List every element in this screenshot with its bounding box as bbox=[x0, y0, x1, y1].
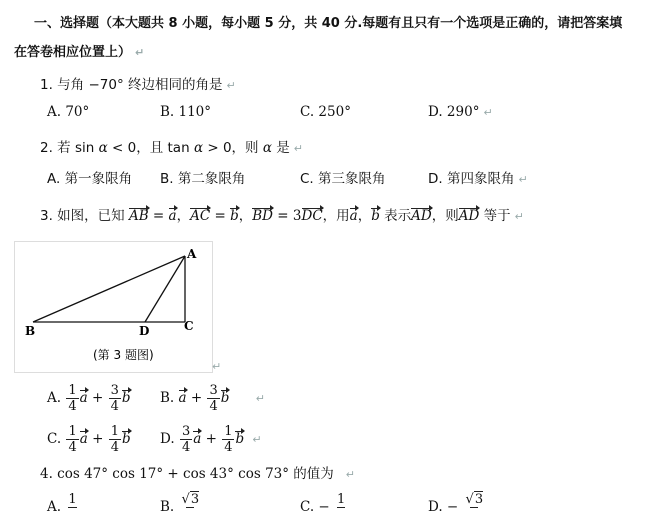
question-2-option-d-text: D. 第四象限角 bbox=[428, 171, 515, 187]
fraction bbox=[207, 383, 219, 414]
question-2-stem bbox=[40, 136, 303, 156]
vector-bd: BD bbox=[252, 208, 274, 224]
question-3-option-b bbox=[160, 383, 265, 414]
section-header-line2-text: 在答卷相应位置上） bbox=[14, 45, 132, 60]
section-header-line2 bbox=[14, 41, 144, 60]
vector-b: b bbox=[371, 208, 380, 224]
numerator: 3 bbox=[181, 424, 191, 439]
question-3-option-c bbox=[47, 424, 131, 455]
label-c: C bbox=[184, 319, 194, 333]
q2-part: > 0，则 bbox=[203, 140, 263, 156]
return-mark-icon: ↵ bbox=[255, 392, 265, 405]
q3-eq: = 3 bbox=[273, 208, 302, 224]
numerator: 1 bbox=[68, 383, 77, 398]
question-2-option-d bbox=[428, 167, 528, 187]
vector-a: a bbox=[79, 390, 88, 406]
question-3-stem bbox=[40, 204, 524, 224]
vector-b: b bbox=[121, 431, 131, 447]
denominator bbox=[337, 507, 345, 523]
vector-ad: AD bbox=[411, 208, 432, 224]
q3-equals: 等于 bbox=[479, 208, 511, 224]
q3-express: 表示 bbox=[379, 208, 412, 224]
segment-ba bbox=[33, 256, 185, 322]
q3-eq: = bbox=[148, 208, 169, 224]
q3-prefix: 3. 如图，已知 bbox=[40, 208, 129, 224]
return-mark-icon: ↵ bbox=[135, 46, 145, 59]
vector-a: a bbox=[168, 208, 177, 224]
vector-b: b bbox=[220, 390, 230, 406]
q2-alpha: α bbox=[98, 140, 108, 156]
denominator: 4 bbox=[110, 440, 119, 455]
q2-alpha: α bbox=[262, 140, 272, 156]
vector-ac: AC bbox=[190, 208, 211, 224]
return-mark-icon: ↵ bbox=[293, 142, 303, 155]
q3-comma: ， bbox=[176, 208, 191, 224]
fraction bbox=[66, 492, 78, 523]
denominator bbox=[470, 507, 478, 523]
denominator: 4 bbox=[181, 440, 191, 455]
numerator bbox=[464, 492, 486, 507]
label-b: B bbox=[25, 324, 36, 338]
denominator: 4 bbox=[209, 399, 218, 414]
fraction bbox=[109, 383, 121, 414]
question-4-option-b bbox=[160, 492, 202, 523]
vector-ad: AD bbox=[458, 208, 480, 224]
option-letter: B. bbox=[160, 390, 175, 406]
denominator: 4 bbox=[68, 440, 77, 455]
fraction bbox=[66, 383, 78, 414]
denominator bbox=[68, 507, 76, 523]
vector-b: b bbox=[121, 390, 131, 406]
option-letter: D. − bbox=[428, 499, 459, 515]
vector-a: a bbox=[79, 431, 88, 447]
denominator: 4 bbox=[224, 440, 233, 455]
vector-a: a bbox=[178, 390, 187, 406]
q2-part: 是 bbox=[271, 140, 290, 156]
q2-part: 2. 若 sin bbox=[40, 140, 99, 156]
radicand: 3 bbox=[190, 492, 200, 507]
question-4-text: 4. cos 47° cos 17° + cos 43° cos 73° 的值为 bbox=[40, 466, 334, 482]
sqrt: √3 bbox=[465, 492, 484, 507]
option-letter: B. bbox=[160, 499, 175, 515]
numerator bbox=[180, 492, 202, 507]
fraction bbox=[109, 424, 121, 455]
numerator: 3 bbox=[209, 383, 218, 398]
numerator: 1 bbox=[68, 492, 77, 507]
question-1-option-d-text: D. 290° bbox=[428, 104, 480, 120]
return-mark-icon: ↵ bbox=[252, 433, 262, 446]
question-1-option-d bbox=[428, 104, 493, 120]
sqrt: √3 bbox=[181, 492, 200, 507]
option-letter: A. bbox=[47, 390, 62, 406]
denominator bbox=[186, 507, 194, 523]
question-4-option-a bbox=[47, 492, 80, 523]
triangle-diagram bbox=[15, 242, 212, 372]
vector-dc: DC bbox=[301, 208, 323, 224]
return-mark-icon: ↵ bbox=[483, 106, 493, 119]
plus-sign: + bbox=[205, 431, 217, 447]
q3-then: ，则 bbox=[431, 208, 459, 224]
label-d: D bbox=[139, 324, 150, 338]
plus-sign: + bbox=[91, 390, 104, 406]
question-1-text: 1. 与角 −70° 终边相同的角是 bbox=[40, 77, 223, 93]
question-2-option-b: B. 第二象限角 bbox=[160, 171, 246, 187]
radicand: 3 bbox=[474, 492, 484, 507]
question-3-option-d bbox=[160, 424, 262, 455]
question-2-option-c: C. 第三象限角 bbox=[300, 171, 386, 187]
q2-alpha: α bbox=[193, 140, 204, 156]
fraction bbox=[66, 424, 78, 455]
question-4-stem bbox=[40, 462, 355, 482]
vector-a: a bbox=[349, 208, 358, 224]
return-mark-icon: ↵ bbox=[518, 173, 528, 186]
option-letter: C. bbox=[47, 431, 62, 447]
fraction bbox=[180, 492, 202, 523]
question-4-option-c bbox=[300, 492, 348, 523]
option-letter: C. − bbox=[300, 499, 330, 515]
fraction bbox=[335, 492, 347, 523]
plus-sign: + bbox=[92, 431, 104, 447]
numerator: 1 bbox=[224, 424, 233, 439]
fraction bbox=[180, 424, 192, 455]
question-1-option-b: B. 110° bbox=[160, 104, 212, 120]
vector-ab: AB bbox=[128, 208, 149, 224]
question-1-option-a: A. 70° bbox=[47, 104, 90, 120]
numerator: 1 bbox=[337, 492, 346, 507]
q3-use: ，用 bbox=[322, 208, 350, 224]
denominator: 4 bbox=[110, 399, 119, 414]
figure-caption: (第 3 题图) bbox=[93, 348, 154, 362]
denominator: 4 bbox=[68, 399, 77, 414]
return-mark-icon: ↵ bbox=[345, 468, 356, 481]
question-2-option-a: A. 第一象限角 bbox=[47, 171, 133, 187]
fraction bbox=[464, 492, 486, 523]
question-3-figure bbox=[14, 241, 213, 373]
vector-b: b bbox=[230, 208, 239, 224]
vector-a: a bbox=[193, 431, 202, 447]
question-3-option-a bbox=[47, 383, 131, 414]
q3-comma: ， bbox=[238, 208, 253, 224]
vector-b: b bbox=[235, 431, 245, 447]
q3-eq: = bbox=[210, 208, 231, 224]
fraction bbox=[222, 424, 234, 455]
plus-sign: + bbox=[190, 390, 203, 406]
return-mark-icon: ↵ bbox=[514, 210, 524, 223]
q2-part: < 0，且 tan bbox=[107, 140, 194, 156]
numerator: 3 bbox=[110, 383, 119, 398]
label-a: A bbox=[187, 247, 197, 261]
return-mark-icon: ↵ bbox=[226, 79, 236, 92]
section-header-line1: 一、选择题（本大题共 8 小题，每小题 5 分，共 40 分.每题有且只有一个选项是正确的，请把答案填 bbox=[34, 16, 623, 31]
segment-ad bbox=[145, 256, 185, 322]
question-1-stem bbox=[40, 73, 236, 93]
numerator: 1 bbox=[68, 424, 77, 439]
question-4-option-d bbox=[428, 492, 486, 523]
q3-comma: ， bbox=[357, 208, 372, 224]
numerator: 1 bbox=[110, 424, 119, 439]
return-mark-icon: ↵ bbox=[212, 360, 222, 373]
option-letter: A. bbox=[47, 499, 62, 515]
question-1-option-c: C. 250° bbox=[300, 104, 351, 120]
option-letter: D. bbox=[160, 431, 175, 447]
